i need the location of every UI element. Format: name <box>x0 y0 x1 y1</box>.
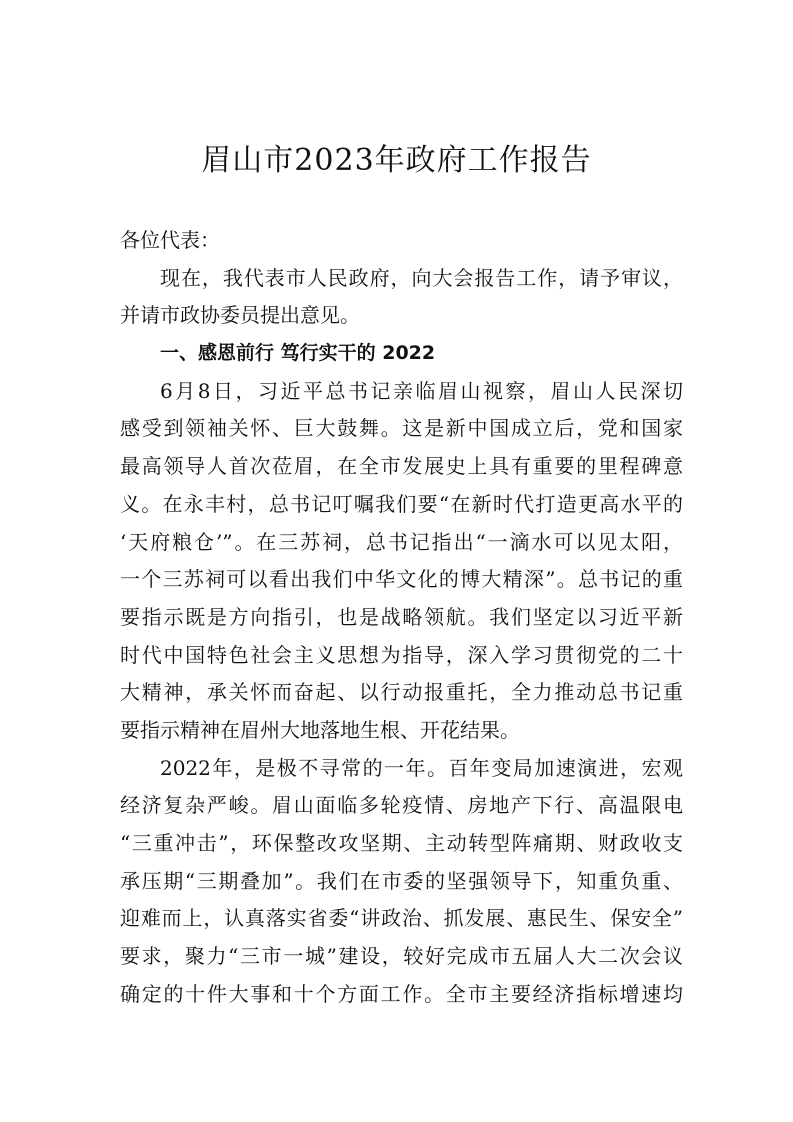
section-heading: 一、感恩前行 笃行实干的 2022 <box>160 342 436 365</box>
paragraph-visit <box>120 373 683 750</box>
paragraph-line: 要指示既是方向指引，也是战略领航。我们坚定以习近平新 <box>120 604 683 629</box>
paragraph-line: 并请市政协委员提出意见。 <box>120 303 360 328</box>
paragraph-line: 经济复杂严峻。眉山面临多轮疫情、房地产下行、高温限电 <box>120 793 683 818</box>
paragraph-line: 现在，我代表市人民政府，向大会报告工作，请予审议， <box>160 265 683 290</box>
paragraph-intro <box>120 260 683 335</box>
paragraph-line: 2022年，是极不寻常的一年。百年变局加速演进，宏观 <box>160 755 683 780</box>
paragraph-line: 感受到领袖关怀、巨大鼓舞。这是新中国成立后，党和国家 <box>120 416 683 441</box>
paragraph-line: 大精神，承关怀而奋起、以行动报重托，全力推动总书记重 <box>120 680 683 705</box>
paragraph-line: 要求，聚力“三市一城”建设，较好完成市五届人大二次会议 <box>120 944 683 969</box>
paragraph-line: 6月8日，习近平总书记亲临眉山视察，眉山人民深切 <box>160 378 683 403</box>
paragraph-line: “三重冲击”，环保整改攻坚期、主动转型阵痛期、财政收支 <box>120 831 683 855</box>
paragraph-line: 时代中国特色社会主义思想为指导，深入学习贯彻党的二十 <box>120 642 683 667</box>
paragraph-line: 承压期“三期叠加”。我们在市委的坚强领导下，知重负重、 <box>120 868 683 893</box>
paragraph-line: ‘天府粮仓’”。在三苏祠，总书记指出“一滴水可以见太阳， <box>120 529 683 554</box>
document-body <box>120 222 683 1013</box>
salutation: 各位代表： <box>120 228 220 252</box>
paragraph-line: 确定的十件大事和十个方面工作。全市主要经济指标增速均 <box>120 981 683 1006</box>
paragraph-line: 要指示精神在眉州大地落地生根、开花结果。 <box>120 717 520 742</box>
paragraph-line: 一个三苏祠可以看出我们中华文化的博大精深”。总书记的重 <box>120 567 683 592</box>
paragraph-2022 <box>120 750 683 1014</box>
paragraph-line: 迎难而上，认真落实省委“讲政治、抓发展、惠民生、保安全” <box>120 906 683 931</box>
paragraph-line: 最高领导人首次莅眉，在全市发展史上具有重要的里程碑意 <box>120 454 683 479</box>
document-title: 眉山市2023年政府工作报告 <box>201 143 592 178</box>
paragraph-line: 义。在永丰村，总书记叮嘱我们要“在新时代打造更高水平的 <box>120 491 683 516</box>
